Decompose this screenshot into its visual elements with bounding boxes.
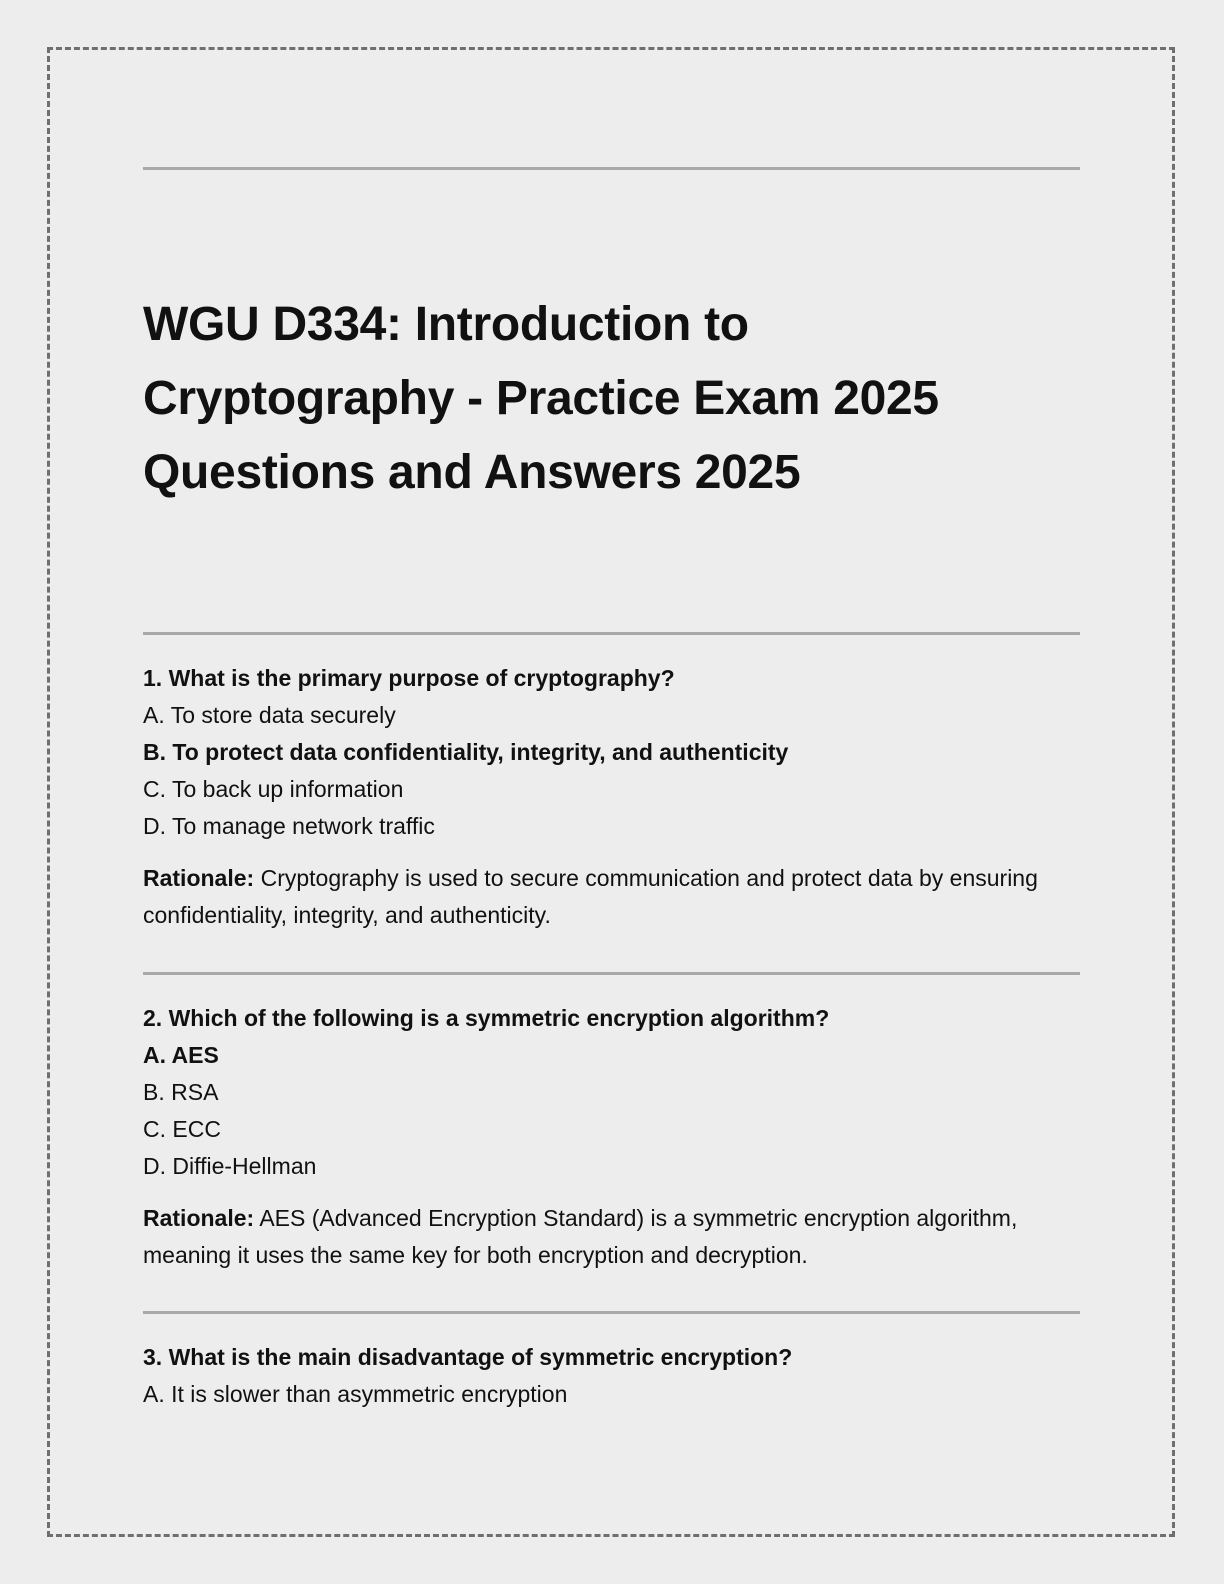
question-1	[143, 660, 1079, 934]
question-2-option-a-correct: A. AES	[143, 1042, 219, 1068]
title-divider	[143, 632, 1080, 635]
divider-after-question-1	[143, 972, 1080, 975]
document-title	[143, 288, 1079, 510]
title-line-3: Questions and Answers 2025	[143, 446, 801, 499]
question-3-option-a: A. It is slower than asymmetric encryption	[143, 1381, 568, 1407]
question-1-option-b-correct: B. To protect data confidentiality, integrity, and authenticity	[143, 739, 789, 765]
question-1-rationale	[143, 860, 1079, 934]
title-line-2: Cryptography - Practice Exam 2025	[143, 372, 939, 425]
question-2-option-d: D. Diffie-Hellman	[143, 1153, 317, 1179]
question-3	[143, 1339, 1079, 1413]
question-2-rationale-text: AES (Advanced Encryption Standard) is a symmetric encryption algorithm, meaning it uses the same key for both encryption and decryption.	[143, 1205, 1018, 1268]
question-1-option-a: A. To store data securely	[143, 702, 396, 728]
title-line-1: WGU D334: Introduction to	[143, 298, 749, 351]
divider-after-question-2	[143, 1311, 1080, 1314]
question-2	[143, 1000, 1079, 1274]
question-1-option-d: D. To manage network traffic	[143, 813, 435, 839]
question-1-option-c: C. To back up information	[143, 776, 404, 802]
top-divider	[143, 167, 1080, 170]
question-2-option-c: C. ECC	[143, 1116, 221, 1142]
question-2-text: 2. Which of the following is a symmetric encryption algorithm?	[143, 1005, 830, 1031]
question-3-text: 3. What is the main disadvantage of symmetric encryption?	[143, 1344, 793, 1370]
rationale-label: Rationale:	[143, 1205, 255, 1231]
question-2-rationale	[143, 1200, 1079, 1274]
question-1-rationale-text: Cryptography is used to secure communication and protect data by ensuring confidentiality, integrity, and authenticity.	[143, 865, 1038, 928]
question-2-option-b: B. RSA	[143, 1079, 219, 1105]
question-1-text: 1. What is the primary purpose of cryptography?	[143, 665, 675, 691]
rationale-label: Rationale:	[143, 865, 255, 891]
